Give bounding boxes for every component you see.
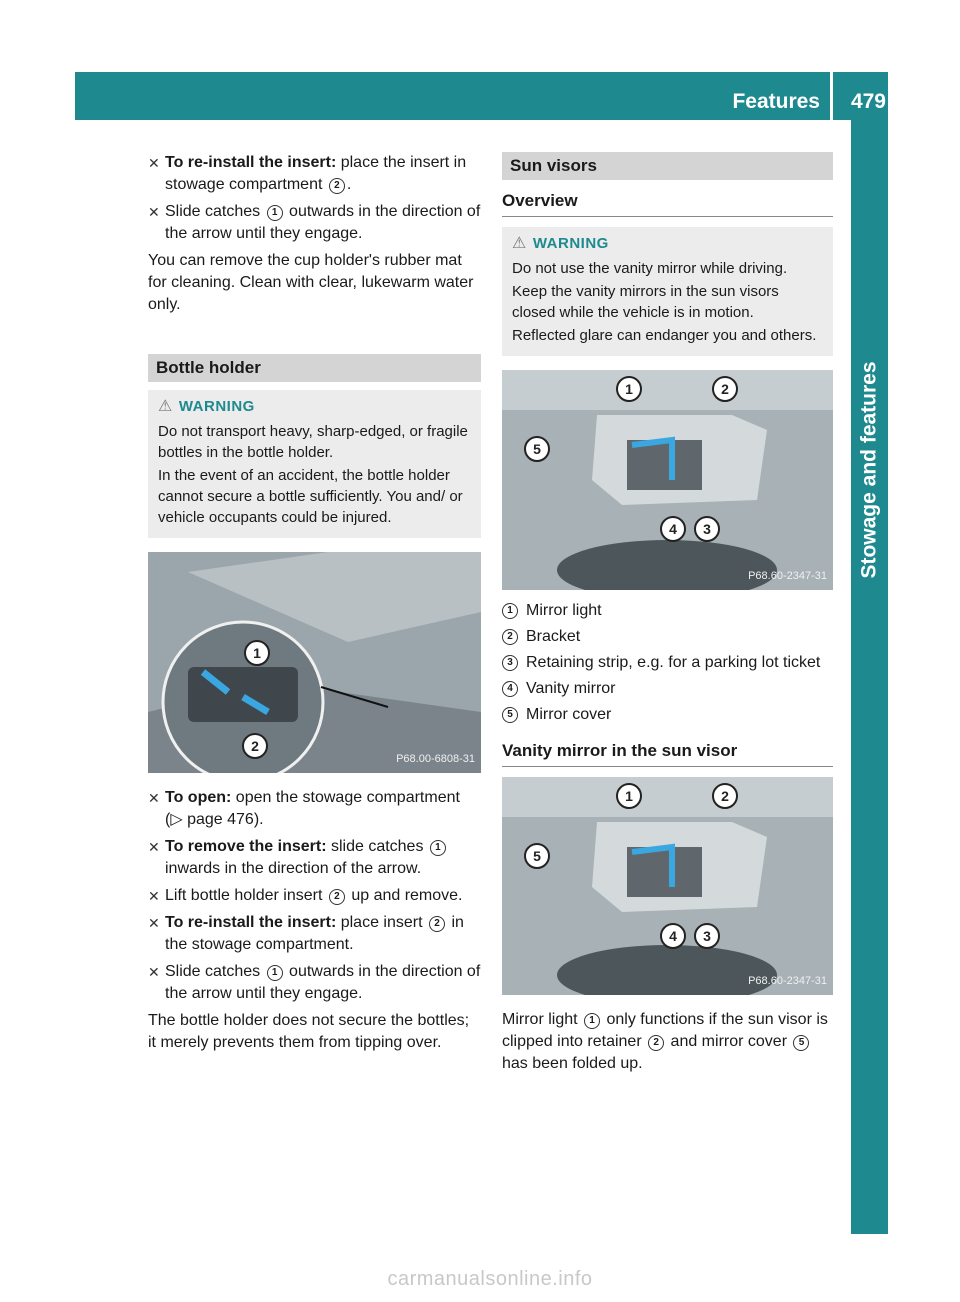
callout-4: 4: [660, 516, 686, 542]
page-number: 479: [850, 90, 886, 113]
warning-title: ⚠ WARNING: [512, 235, 609, 252]
callout-5: 5: [524, 436, 550, 462]
step-reinstall-insert-2: ✕ To re-install the insert: place insert 2 in the stowage compartment.: [148, 914, 464, 953]
warning-box-visor: [502, 227, 833, 356]
ref-2: 2: [648, 1035, 664, 1051]
step-arrow-icon: ✕: [148, 964, 160, 980]
callout-3: 3: [694, 516, 720, 542]
step-arrow-icon: ✕: [148, 888, 160, 904]
step-open: ✕ To open: open the stowage compartment (▷ page 476).: [148, 789, 460, 828]
header-divider: [830, 72, 833, 120]
callout-4: 4: [660, 923, 686, 949]
side-tab-marker: [851, 1176, 888, 1234]
legend-item: 3 Retaining strip, e.g. for a parking lot ticket: [502, 652, 833, 674]
callout-2: 2: [242, 733, 268, 759]
legend-item: 5 Mirror cover: [502, 704, 833, 726]
figure-code: P68.00-6808-31: [396, 753, 475, 765]
closing-text: The bottle holder does not secure the bottles; it merely prevents them from tipping over.: [148, 1012, 470, 1051]
figure-code: P68.60-2347-31: [748, 975, 827, 987]
warning-text: In the event of an accident, the bottle holder cannot secure a bottle sufficiently. You and/ or vehicle occupants could be injured.: [158, 467, 463, 526]
ref-1: 1: [430, 840, 446, 856]
ref-1: 1: [584, 1013, 600, 1029]
step-arrow-icon: ✕: [148, 790, 160, 806]
warning-text: Reflected glare can endanger you and others.: [512, 327, 817, 344]
legend-item: 1 Mirror light: [502, 600, 833, 622]
ref-5: 5: [793, 1035, 809, 1051]
ref-2: 2: [429, 916, 445, 932]
callout-3: 3: [694, 923, 720, 949]
callout-1: 1: [616, 783, 642, 809]
legend-item: 2 Bracket: [502, 626, 833, 648]
section-sun-visors: Sun visors: [502, 152, 833, 180]
ref-2: 2: [329, 889, 345, 905]
warning-text: Do not transport heavy, sharp-edged, or fragile bottles in the bottle holder.: [158, 423, 468, 461]
warning-title: ⚠ WARNING: [158, 398, 255, 415]
callout-2: 2: [712, 783, 738, 809]
step-arrow-icon: ✕: [148, 155, 160, 171]
chapter-title: Features: [732, 90, 820, 113]
callout-5: 5: [524, 843, 550, 869]
subheading-vanity-mirror: Vanity mirror in the sun visor: [502, 740, 833, 767]
warning-text: Do not use the vanity mirror while driving.: [512, 260, 788, 277]
step-remove-insert: ✕ To remove the insert: slide catches 1 inwards in the direction of the arrow.: [148, 836, 481, 880]
right-column: [502, 152, 833, 1075]
step-slide-catches-2: ✕ Slide catches 1 outwards in the direction of the arrow until they engage.: [148, 963, 481, 1002]
step-arrow-icon: ✕: [148, 839, 160, 855]
left-column: [148, 152, 481, 1054]
callout-1: 1: [616, 376, 642, 402]
ref-2: 2: [329, 178, 345, 194]
step-lift-insert: ✕ Lift bottle holder insert 2 up and remove.: [148, 885, 481, 907]
ref-1: 1: [267, 965, 283, 981]
figure-code: P68.60-2347-31: [748, 570, 827, 582]
warning-box-bottle: [148, 390, 481, 538]
bottle-holder-illustration: [148, 552, 481, 773]
vanity-mirror-photo: [502, 777, 833, 995]
watermark: carmanualsonline.info: [387, 1268, 593, 1290]
vanity-mirror-illustration: [502, 777, 833, 995]
page-header: [75, 72, 888, 120]
bottle-holder-photo: [148, 552, 481, 773]
callout-1: 1: [244, 640, 270, 666]
warning-text: Keep the vanity mirrors in the sun visors closed while the vehicle is in motion.: [512, 283, 779, 321]
sun-visor-illustration: [502, 370, 833, 590]
warning-triangle-icon: ⚠: [158, 398, 173, 415]
sun-visor-photo: [502, 370, 833, 590]
warning-triangle-icon: ⚠: [512, 235, 527, 252]
step-arrow-icon: ✕: [148, 915, 160, 931]
legend-item: 4 Vanity mirror: [502, 678, 833, 700]
subheading-overview: Overview: [502, 190, 833, 217]
step-arrow-icon: ✕: [148, 204, 160, 220]
section-bottle-holder: Bottle holder: [148, 354, 481, 382]
callout-2: 2: [712, 376, 738, 402]
step-reinstall-insert-1: ✕ To re-install the insert: place the insert in stowage compartment 2 .: [148, 154, 467, 193]
cleaning-text: You can remove the cup holder's rubber mat for cleaning. Clean with clear, lukewarm water only.: [148, 252, 474, 313]
ref-1: 1: [267, 205, 283, 221]
side-tab-label: Stowage and features: [857, 361, 881, 579]
side-tab: [851, 120, 888, 1234]
vanity-mirror-text: Mirror light 1 only functions if the sun visor is clipped into retainer 2 and mirror cover 5 has been folded up.: [502, 1011, 828, 1072]
step-slide-catches-1: ✕ Slide catches 1 outwards in the direction of the arrow until they engage.: [148, 203, 481, 242]
